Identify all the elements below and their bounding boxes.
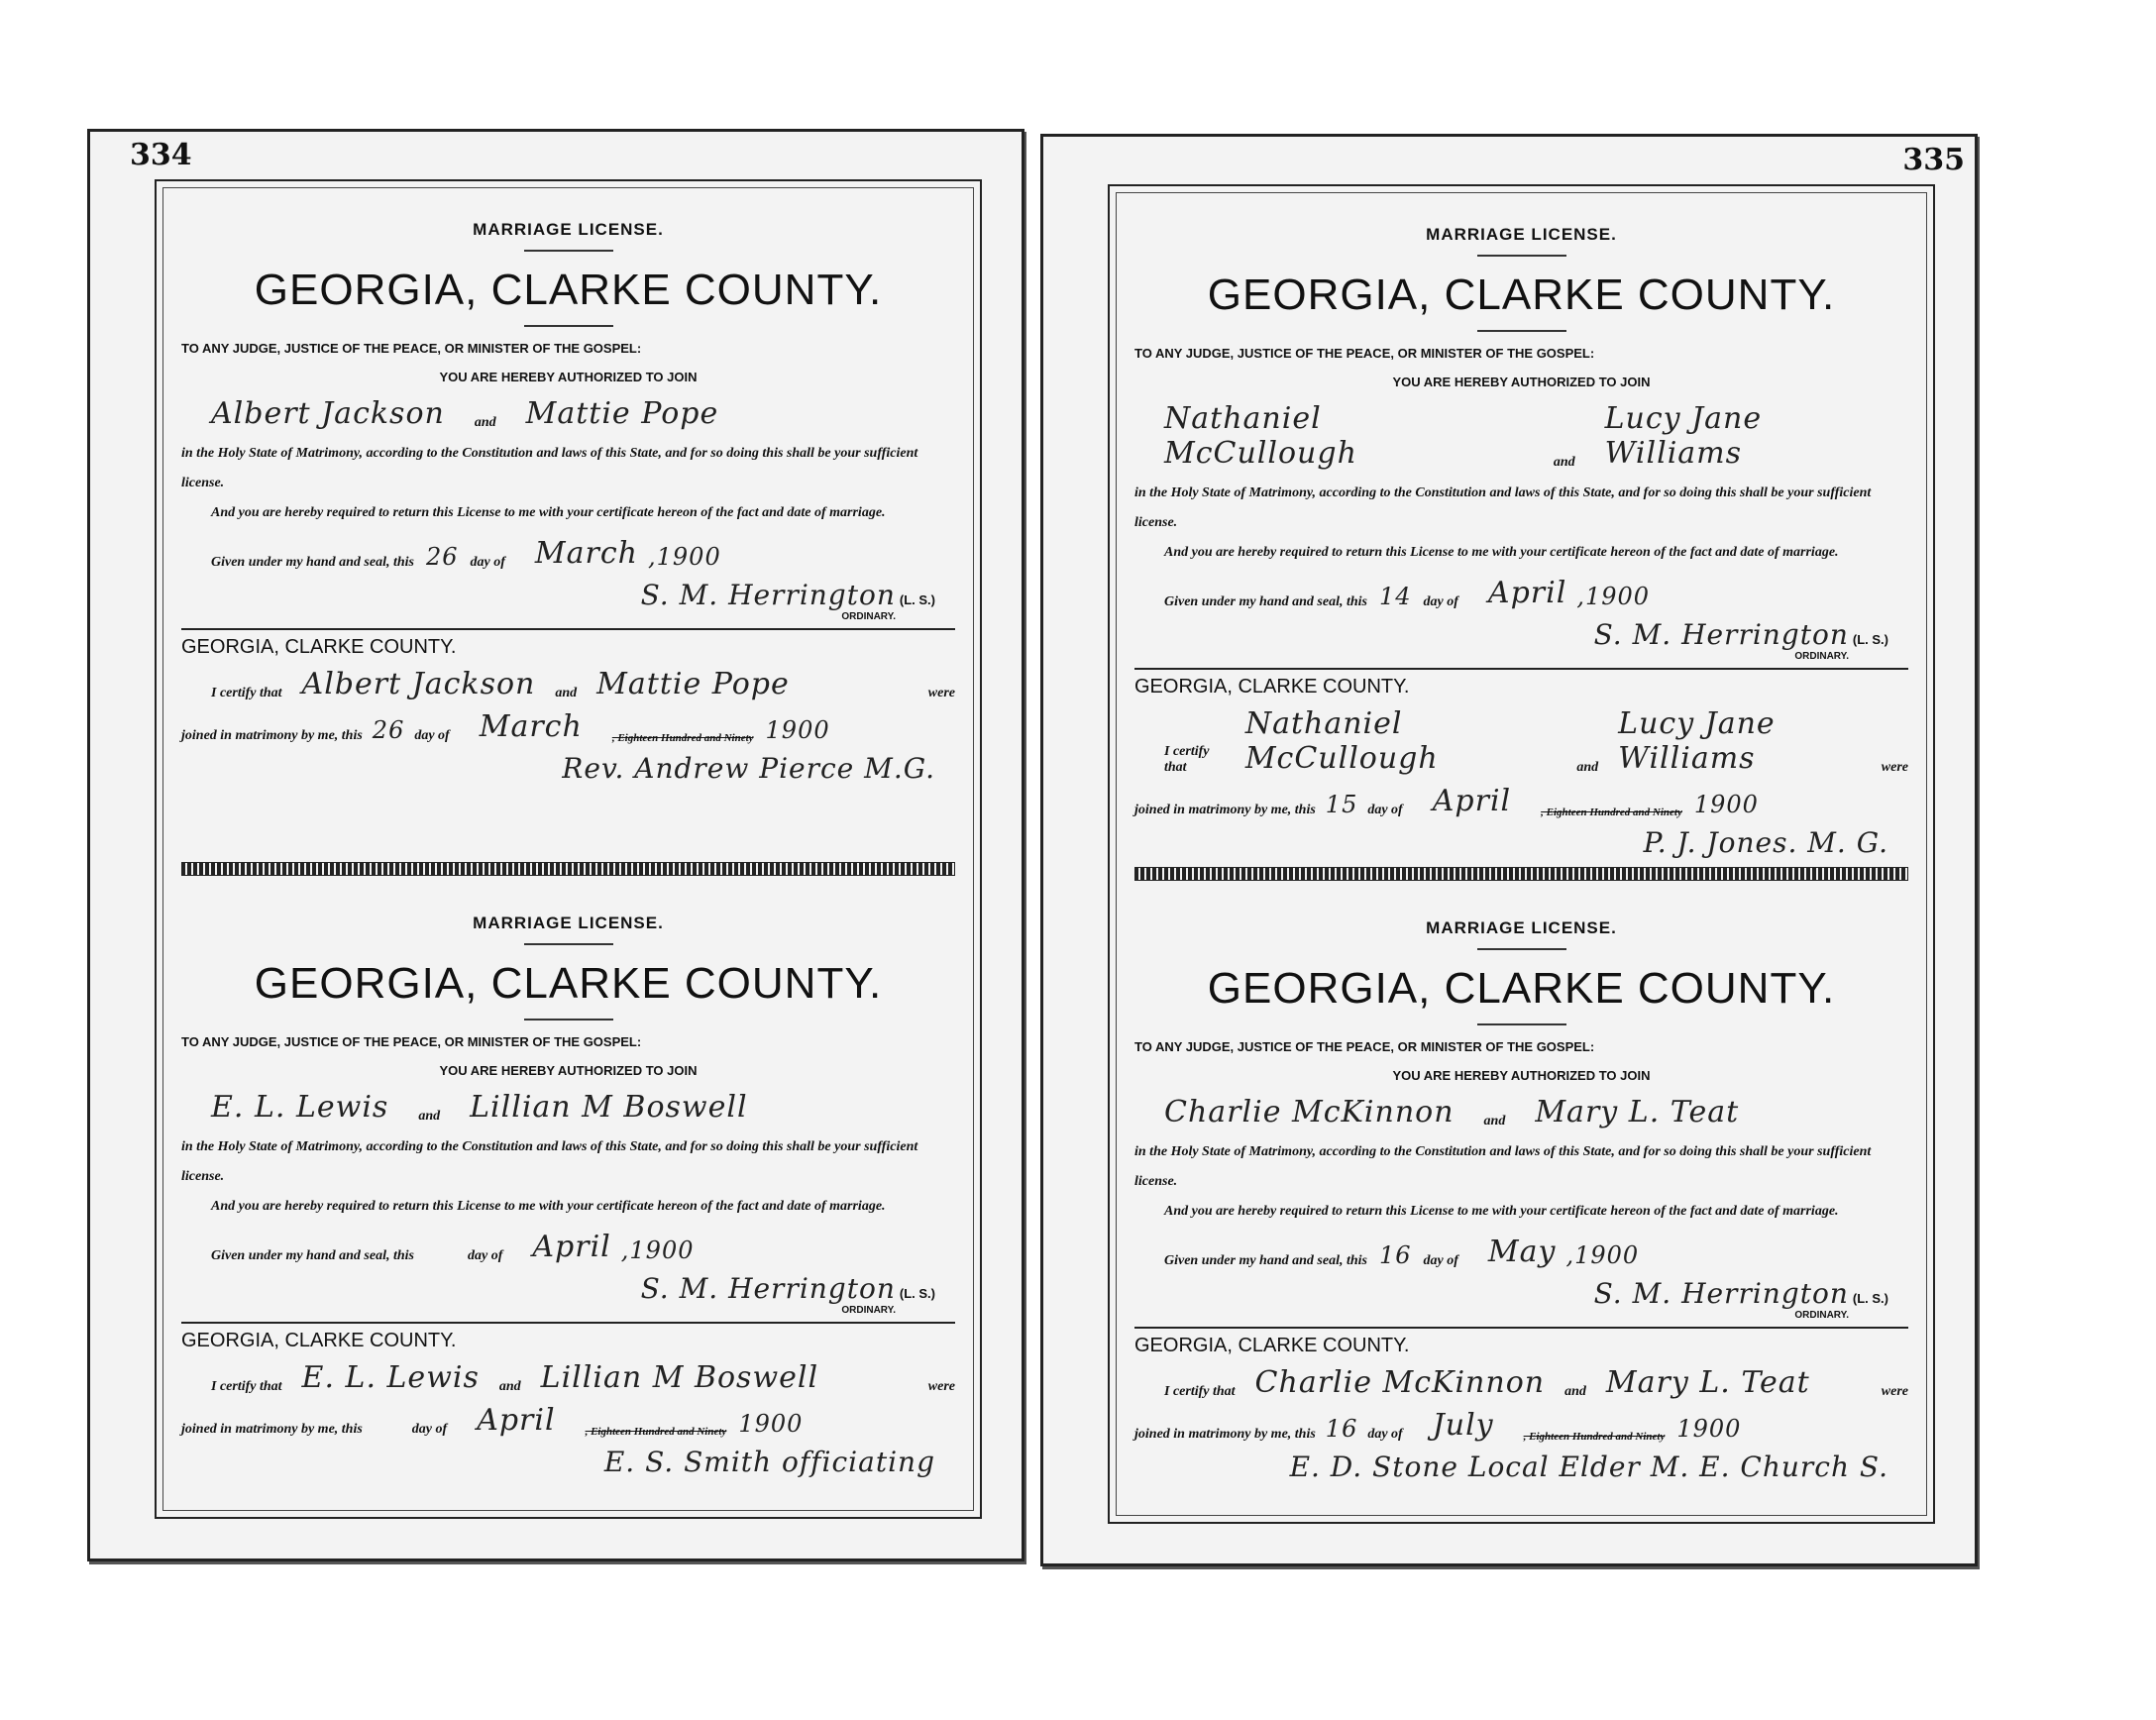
header-rule — [524, 325, 613, 327]
section-divider — [181, 1322, 955, 1324]
ledger-page-left — [87, 129, 1024, 1561]
cert-printed-year: , Eighteen Hundred and Ninety — [611, 732, 754, 744]
license-address: TO ANY JUDGE, JUSTICE OF THE PEACE, OR MINISTER OF THE GOSPEL: — [181, 341, 642, 356]
and-label: and — [1576, 760, 1599, 775]
section-divider — [181, 628, 955, 630]
officiant-signature: Rev. Andrew Pierce M.G. — [562, 752, 935, 785]
license-authorized: YOU ARE HEREBY AUTHORIZED TO JOIN — [1392, 1068, 1651, 1083]
section-divider — [1134, 668, 1908, 670]
license-header-county: GEORGIA, CLARKE COUNTY. — [254, 266, 883, 314]
license-header-small: MARRIAGE LICENSE. — [1426, 225, 1617, 244]
cert-year: 1900 — [1693, 791, 1759, 818]
license-address: TO ANY JUDGE, JUSTICE OF THE PEACE, OR MINISTER OF THE GOSPEL: — [181, 1034, 642, 1049]
certificate-title: GEORGIA, CLARKE COUNTY. — [181, 1330, 457, 1351]
header-rule — [524, 1019, 613, 1021]
joined-text: joined in matrimony by me, this — [1134, 1427, 1316, 1442]
page-frame — [1108, 184, 1935, 1524]
certificate-title: GEORGIA, CLARKE COUNTY. — [1134, 1335, 1410, 1356]
page-number: 335 — [1902, 143, 1965, 177]
certificate-title: GEORGIA, CLARKE COUNTY. — [1134, 676, 1410, 698]
ls-label: (L. S.) — [899, 592, 935, 607]
license-header-small: MARRIAGE LICENSE. — [1426, 918, 1617, 937]
ordinary-signature: S. M. Herrington — [640, 1272, 896, 1305]
given-day: 16 — [1378, 1241, 1412, 1269]
return-text: And you are hereby required to return this License to me with your certificate hereon of the fact and date of marriage. — [211, 1199, 886, 1214]
given-month: March — [534, 536, 638, 571]
joined-text: joined in matrimony by me, this — [181, 728, 363, 743]
certificate-title: GEORGIA, CLARKE COUNTY. — [181, 636, 457, 658]
and-label: and — [555, 686, 578, 700]
given-text: Given under my hand and seal, this — [1164, 594, 1367, 609]
and-label: and — [498, 1379, 521, 1394]
license-header-small: MARRIAGE LICENSE. — [473, 914, 664, 932]
bride-name: Lillian M Boswell — [470, 1090, 748, 1125]
and-label: and — [474, 415, 496, 430]
day-of-label: day of — [467, 1248, 503, 1263]
ls-label: (L. S.) — [899, 1286, 935, 1301]
ordinary-label: ORDINARY. — [1794, 1310, 1849, 1321]
license-block — [1134, 213, 1908, 857]
cert-groom-name: Albert Jackson — [301, 667, 536, 701]
license-block — [181, 208, 955, 852]
cert-year: 1900 — [738, 1410, 804, 1438]
cert-month: April — [1432, 784, 1512, 818]
license-block — [1134, 907, 1908, 1551]
day-of-label: day of — [1423, 594, 1458, 609]
groom-name: Charlie McKinnon — [1164, 1095, 1455, 1129]
section-divider — [1134, 1327, 1908, 1329]
officiant-signature: P. J. Jones. M. G. — [1643, 826, 1888, 859]
joined-text: joined in matrimony by me, this — [181, 1422, 363, 1437]
ls-label: (L. S.) — [1852, 1291, 1888, 1306]
certify-prefix: I certify that — [1164, 1384, 1236, 1399]
dotted-separator — [1134, 867, 1908, 881]
matrimony-text: in the Holy State of Matrimony, according to the Constitution and laws of this State, and for so doing this shall be your sufficient license. — [181, 446, 918, 490]
license-header-small: MARRIAGE LICENSE. — [473, 220, 664, 239]
were-label: were — [1881, 1384, 1908, 1399]
cert-day: 26 — [372, 716, 405, 744]
cert-printed-year: , Eighteen Hundred and Ninety — [585, 1426, 727, 1438]
license-authorized: YOU ARE HEREBY AUTHORIZED TO JOIN — [1392, 375, 1651, 389]
given-year: ,1900 — [1565, 1241, 1640, 1269]
return-text: And you are hereby required to return this License to me with your certificate hereon of the fact and date of marriage. — [1164, 545, 1839, 560]
given-month: May — [1487, 1235, 1557, 1269]
certify-prefix: I certify that — [211, 1379, 282, 1394]
given-text: Given under my hand and seal, this — [211, 1248, 414, 1263]
cert-bride-name: Mary L. Teat — [1605, 1365, 1810, 1400]
given-text: Given under my hand and seal, this — [1164, 1253, 1367, 1268]
cert-year: 1900 — [1676, 1415, 1742, 1443]
certify-prefix: I certify that — [211, 686, 282, 700]
given-month: April — [1487, 576, 1567, 610]
and-label: and — [1553, 455, 1575, 470]
ordinary-label: ORDINARY. — [1794, 651, 1849, 662]
license-authorized: YOU ARE HEREBY AUTHORIZED TO JOIN — [439, 1063, 698, 1078]
license-address: TO ANY JUDGE, JUSTICE OF THE PEACE, OR MINISTER OF THE GOSPEL: — [1134, 1039, 1595, 1054]
header-rule — [524, 250, 613, 252]
matrimony-text: in the Holy State of Matrimony, according to the Constitution and laws of this State, and for so doing this shall be your sufficient license. — [1134, 1144, 1872, 1189]
day-of-label: day of — [411, 1422, 448, 1437]
and-label: and — [1483, 1114, 1506, 1129]
day-of-label: day of — [470, 555, 505, 570]
header-rule — [1477, 1023, 1566, 1025]
cert-groom-name: E. L. Lewis — [301, 1360, 480, 1395]
license-header-county: GEORGIA, CLARKE COUNTY. — [1207, 270, 1836, 319]
given-text: Given under my hand and seal, this — [211, 555, 414, 570]
day-of-label: day of — [1367, 803, 1403, 817]
license-header-county: GEORGIA, CLARKE COUNTY. — [254, 959, 883, 1008]
cert-bride-name: Lucy Jane Williams — [1618, 706, 1776, 776]
page-number: 334 — [130, 138, 192, 172]
groom-name: Albert Jackson — [211, 396, 445, 431]
cert-month: March — [479, 709, 583, 744]
officiant-signature: E. S. Smith officiating — [603, 1446, 935, 1478]
cert-groom-name: Charlie McKinnon — [1254, 1365, 1546, 1400]
day-of-label: day of — [1423, 1253, 1458, 1268]
cert-day: 15 — [1325, 791, 1358, 818]
were-label: were — [927, 1379, 955, 1394]
ordinary-signature: S. M. Herrington — [640, 579, 896, 611]
ls-label: (L. S.) — [1852, 632, 1888, 647]
page-frame — [155, 179, 982, 1519]
header-rule — [1477, 948, 1566, 950]
cert-month: July — [1432, 1408, 1494, 1443]
page-frame-inner — [1116, 192, 1927, 1516]
given-year: ,1900 — [648, 543, 721, 571]
day-of-label: day of — [414, 728, 450, 743]
ordinary-label: ORDINARY. — [841, 611, 896, 622]
given-month: April — [532, 1230, 611, 1264]
license-authorized: YOU ARE HEREBY AUTHORIZED TO JOIN — [439, 370, 698, 384]
bride-name: Mattie Pope — [525, 396, 719, 431]
cert-year: 1900 — [765, 716, 830, 744]
license-address: TO ANY JUDGE, JUSTICE OF THE PEACE, OR MINISTER OF THE GOSPEL: — [1134, 346, 1595, 361]
given-day: 14 — [1378, 583, 1412, 610]
ordinary-label: ORDINARY. — [841, 1305, 896, 1316]
return-text: And you are hereby required to return this License to me with your certificate hereon of the fact and date of marriage. — [211, 505, 886, 520]
header-rule — [524, 943, 613, 945]
ordinary-signature: S. M. Herrington — [1593, 1277, 1849, 1310]
day-of-label: day of — [1367, 1427, 1403, 1442]
given-year: ,1900 — [620, 1236, 695, 1264]
ledger-page-right — [1040, 134, 1978, 1566]
cert-bride-name: Mattie Pope — [596, 667, 790, 701]
cert-bride-name: Lillian M Boswell — [540, 1360, 819, 1395]
given-year: ,1900 — [1576, 583, 1651, 610]
cert-printed-year: , Eighteen Hundred and Ninety — [1523, 1431, 1666, 1443]
cert-groom-name: Nathaniel McCullough — [1244, 706, 1439, 776]
groom-name: E. L. Lewis — [211, 1090, 389, 1125]
matrimony-text: in the Holy State of Matrimony, according to the Constitution and laws of this State, and for so doing this shall be your sufficient license. — [181, 1139, 918, 1184]
joined-text: joined in matrimony by me, this — [1134, 803, 1316, 817]
license-header-county: GEORGIA, CLARKE COUNTY. — [1207, 964, 1836, 1013]
matrimony-text: in the Holy State of Matrimony, according to the Constitution and laws of this State, and for so doing this shall be your sufficient license. — [1134, 485, 1872, 530]
cert-day: 16 — [1325, 1415, 1358, 1443]
header-rule — [1477, 330, 1566, 332]
and-label: and — [418, 1109, 441, 1124]
were-label: were — [927, 686, 955, 700]
header-rule — [1477, 255, 1566, 257]
certify-prefix: I certify that — [1164, 744, 1210, 775]
return-text: And you are hereby required to return this License to me with your certificate hereon of the fact and date of marriage. — [1164, 1204, 1839, 1219]
bride-name: Mary L. Teat — [1535, 1095, 1740, 1129]
license-block — [181, 902, 955, 1546]
officiant-signature: E. D. Stone Local Elder M. E. Church S. — [1289, 1451, 1888, 1483]
bride-name: Lucy Jane Williams — [1604, 401, 1763, 471]
dotted-separator — [181, 862, 955, 876]
cert-printed-year: , Eighteen Hundred and Ninety — [1541, 806, 1682, 818]
page-frame-inner — [162, 187, 974, 1511]
and-label: and — [1564, 1384, 1586, 1399]
cert-month: April — [477, 1403, 556, 1438]
groom-name: Nathaniel McCullough — [1164, 401, 1357, 471]
were-label: were — [1881, 760, 1908, 775]
ordinary-signature: S. M. Herrington — [1593, 618, 1849, 651]
given-day: 26 — [425, 543, 459, 571]
